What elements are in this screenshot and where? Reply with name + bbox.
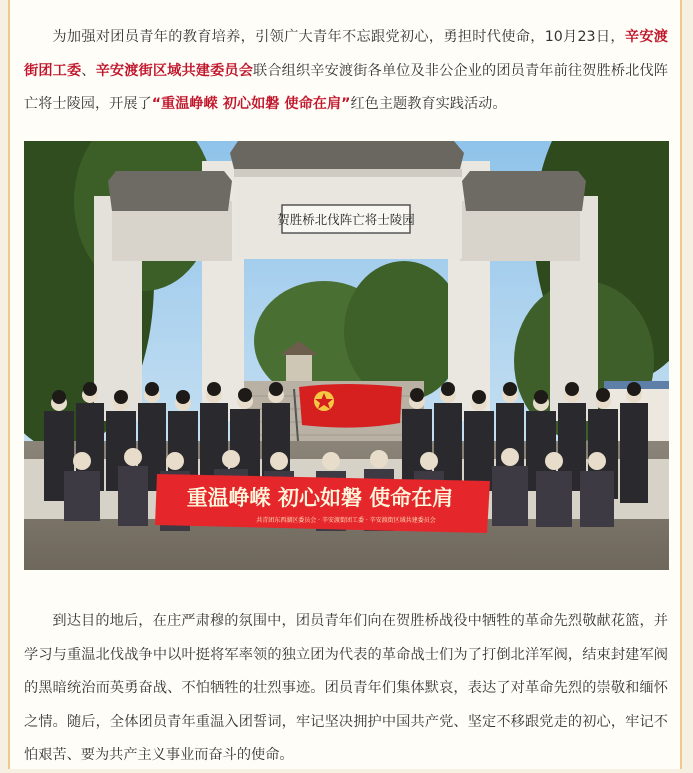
intro-text-a: 为加强对团员青年的教育培养，引领广大青年不忘跟党初心，勇担时代使命，10月23日，: [52, 29, 625, 45]
intro-paragraph: [24, 21, 668, 122]
intro-separator: 、: [81, 62, 96, 79]
body-paragraph: 到达目的地后，在庄严肃穆的氛围中，团员青年们向在贺胜桥战役中牺牲的革命先烈敬献花篮，并学习与重温北伐战争中以叶挺将军率领的独立团为代表的革命战士们为了打倒北洋军阀，结束封建军阀的黑暗统治而英勇奋战、不怕牺牲的壮烈事迹。团员青年们集体默哀，表达了对革命先烈的崇敬和缅怀之情。随后，全体团员青年重温入团誓词，牢记坚决拥护中国共产党、坚定不移跟党走的初心，牢记不怕艰苦、要为共产主义事业而奋斗的使命。: [24, 613, 668, 763]
org-name-1: 辛安渡街团工委: [24, 29, 668, 79]
intro-text-b: 联合组织辛安渡街各单位及非公企业的团员青年前往贺胜桥北伐阵亡将士陵园，开展了: [24, 62, 668, 112]
org-name-2: 辛安渡街区域共建委员会: [95, 62, 254, 79]
intro-text-c: 红色主题教育实践活动。: [350, 96, 507, 112]
gate-plaque-text: 贺胜桥北伐阵亡将士陵园: [277, 212, 415, 227]
activity-theme: “重温峥嵘 初心如磐 使命在肩”: [151, 96, 351, 112]
group-photo: [24, 141, 669, 570]
banner-slogan: 重温峥嵘 初心如磐 使命在肩: [186, 486, 454, 510]
red-banner: [155, 474, 490, 533]
banner-organizers: 共青团东西湖区委员会 · 辛安渡街团工委 · 辛安渡街区域共建委员会: [256, 517, 436, 524]
